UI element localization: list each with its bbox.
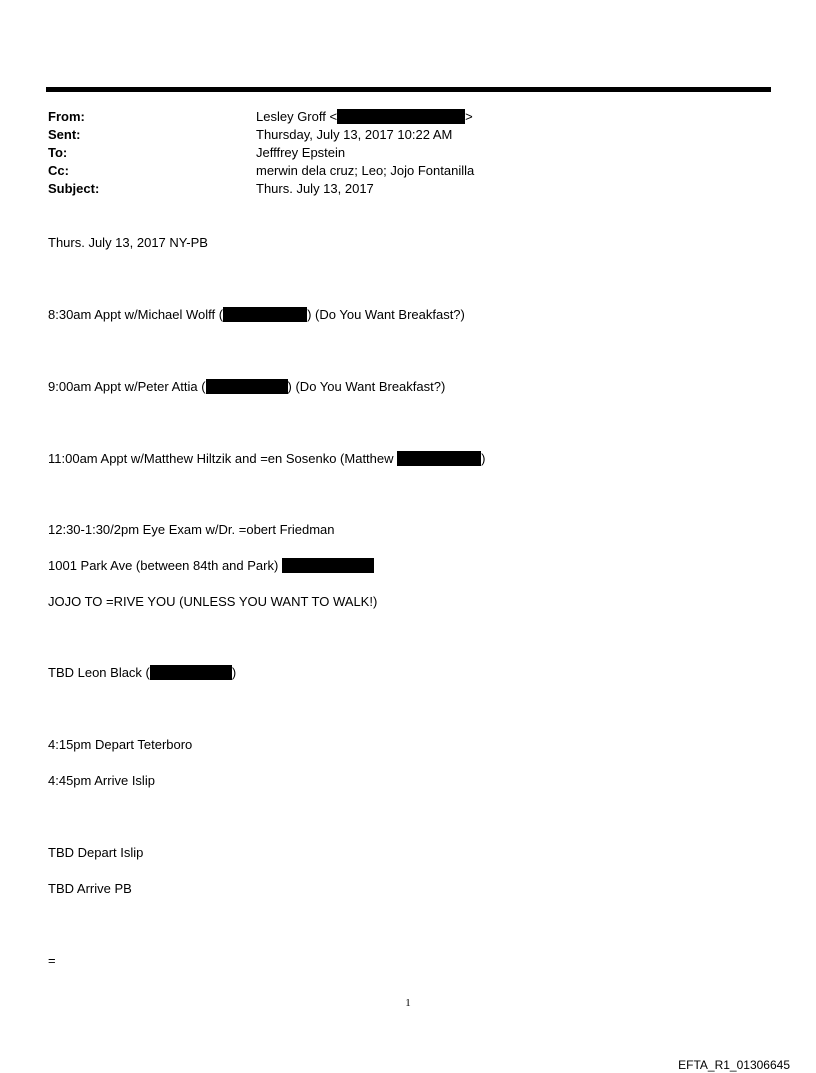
appt-attia-text: 9:00am Appt w/Peter Attia ( [48, 379, 206, 394]
redaction-box [282, 558, 374, 573]
eye-exam: 12:30-1:30/2pm Eye Exam w/Dr. =obert Friedman [48, 522, 335, 537]
cc-value: merwin dela cruz; Leo; Jojo Fontanilla [256, 163, 475, 178]
sent-label: Sent: [48, 127, 81, 142]
appt-wolff [48, 307, 465, 322]
redaction-box [150, 665, 232, 680]
date-line: Thurs. July 13, 2017 NY-PB [48, 235, 208, 250]
subject-label: Subject: [48, 181, 100, 196]
appt-hiltzik [48, 451, 485, 466]
appt-attia [48, 379, 445, 394]
redaction-box [223, 307, 307, 322]
jojo-note: JOJO TO =RIVE YOU (UNLESS YOU WANT TO WALK!) [48, 594, 378, 609]
from-label: From: [48, 109, 85, 124]
arrive-pb: TBD Arrive PB [48, 881, 132, 896]
trailing-equals: = [48, 953, 56, 968]
depart-islip: TBD Depart Islip [48, 845, 144, 860]
cc-label: Cc: [48, 163, 69, 178]
to-value: Jefffrey Epstein [256, 145, 346, 160]
redaction-box [337, 109, 465, 124]
from-name: Lesley Groff < [256, 109, 338, 124]
subject-value: Thurs. July 13, 2017 [256, 181, 374, 196]
appt-attia-suffix: ) (Do You Want Breakfast?) [287, 379, 446, 394]
address [48, 558, 374, 573]
from-bracket: > [465, 109, 473, 124]
depart-teterboro: 4:15pm Depart Teterboro [48, 737, 193, 752]
redaction-box [397, 451, 481, 466]
to-label: To: [48, 145, 68, 160]
redaction-box [206, 379, 288, 394]
page-number: 1 [405, 997, 411, 1009]
address-text: 1001 Park Ave (between 84th and Park) [48, 558, 282, 573]
header-rule [46, 87, 771, 92]
document-id: EFTA_R1_01306645 [678, 1058, 790, 1072]
arrive-islip: 4:45pm Arrive Islip [48, 773, 155, 788]
sent-value: Thursday, July 13, 2017 10:22 AM [256, 127, 453, 142]
appt-wolff-suffix: ) (Do You Want Breakfast?) [307, 307, 465, 322]
from-value [256, 109, 473, 124]
leon-black [48, 665, 236, 680]
appt-wolff-text: 8:30am Appt w/Michael Wolff ( [48, 307, 224, 322]
appt-hiltzik-suffix: ) [481, 451, 486, 466]
leon-black-text: TBD Leon Black ( [48, 665, 150, 680]
leon-black-suffix: ) [231, 665, 237, 680]
appt-hiltzik-text: 11:00am Appt w/Matthew Hiltzik and =en Sosenko (Matthew [48, 451, 398, 466]
